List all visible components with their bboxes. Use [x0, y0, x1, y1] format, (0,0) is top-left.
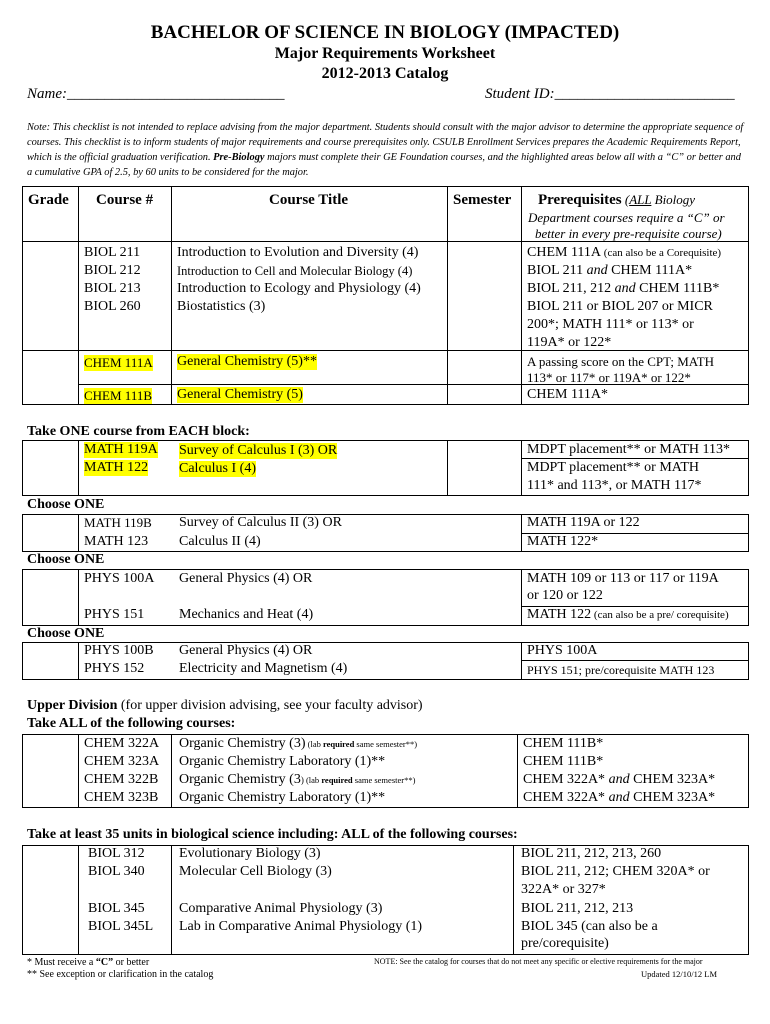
student-id-field[interactable]: Student ID:________________________ — [485, 86, 735, 102]
prerequisite-cont: pre/corequisite) — [521, 936, 609, 951]
course-title: Calculus II (4) — [179, 534, 261, 549]
course-title: Organic Chemistry Laboratory (1)** — [179, 790, 386, 805]
course-title: General Physics (4) OR — [179, 571, 313, 586]
course-number: CHEM 323A — [84, 754, 160, 769]
course-title: Organic Chemistry (3) (lab required same semester**) — [179, 772, 416, 787]
course-number: BIOL 211 — [84, 245, 141, 260]
prerequisite: MATH 119A or 122 — [527, 515, 640, 530]
course-number: BIOL 312 — [88, 846, 145, 861]
prerequisite-cont: 322A* or 327* — [521, 882, 606, 897]
course-number: BIOL 345 — [88, 901, 145, 916]
prerequisite-cont: or 120 or 122 — [527, 588, 603, 603]
prerequisite: BIOL 345 (can also be a — [521, 919, 658, 934]
course-number: PHYS 151 — [84, 607, 145, 622]
course-number: CHEM 111B — [84, 388, 153, 403]
section-heading: Choose ONE — [27, 497, 105, 512]
course-number: PHYS 152 — [84, 661, 145, 676]
col-semester: Semester — [453, 192, 512, 208]
course-number: CHEM 322B — [84, 772, 159, 787]
course-title: Comparative Animal Physiology (3) — [179, 901, 383, 916]
prerequisite-cont: 200*; MATH 111* or 113* or — [527, 317, 694, 332]
course-number: PHYS 100A — [84, 571, 155, 586]
prerequisite: CHEM 322A* and CHEM 323A* — [523, 790, 716, 805]
col-prereq-line3: better in every pre-requisite course) — [535, 226, 722, 241]
prerequisite: MATH 122* — [527, 534, 599, 549]
prerequisite: PHYS 100A — [527, 643, 598, 658]
course-title: General Chemistry (5) — [177, 387, 303, 402]
advising-note: Note: This checklist is not intended to replace advising from the major department. Students should consult with the major advisor to determine the appropriate sequence of courses. This checklist is to inform students of major requirements and course prerequisites only. CSULB Enrollment Services prepares the Academic Requirements Report, which is the official graduation verification. Pre-Biology majors must complete their GE Foundation courses, and the highlighted areas below all with a “C” or better and a cumulative GPA of 2.5, by 60 units to be considered for the major. — [27, 122, 744, 178]
updated-stamp: Updated 12/10/12 LM — [641, 969, 718, 979]
prerequisite: BIOL 211, 212 and CHEM 111B* — [527, 281, 720, 296]
course-title: Mechanics and Heat (4) — [179, 607, 314, 622]
prerequisite: BIOL 211, 212, 213, 260 — [521, 846, 662, 861]
course-title: Introduction to Cell and Molecular Biology (4) — [177, 264, 413, 278]
course-title: Electricity and Magnetism (4) — [179, 661, 348, 676]
course-number: MATH 119B — [84, 515, 152, 530]
prerequisite-cont: 113* or 117* or 119A* or 122* — [527, 370, 691, 385]
course-number: MATH 123 — [84, 534, 149, 549]
section-heading: Choose ONE — [27, 552, 105, 567]
prerequisite: BIOL 211, 212; CHEM 320A* or — [521, 864, 710, 879]
catalog-note: NOTE: See the catalog for courses that do not meet any specific or elective requirements for the major — [374, 957, 703, 966]
catalog-year: 2012-2013 Catalog — [321, 65, 449, 82]
col-grade: Grade — [28, 192, 69, 208]
prerequisite: MDPT placement** or MATH 113* — [527, 442, 730, 457]
prerequisite: MDPT placement** or MATH — [527, 460, 699, 475]
course-number: CHEM 322A — [84, 736, 160, 751]
prerequisite: MATH 109 or 113 or 117 or 119A — [527, 571, 719, 586]
course-number: CHEM 323B — [84, 790, 159, 805]
upper-division-heading: Upper Division (for upper division advising, see your faculty advisor) — [27, 698, 423, 713]
col-course: Course # — [96, 192, 154, 208]
course-title: Molecular Cell Biology (3) — [179, 864, 332, 879]
prerequisite: BIOL 211 and CHEM 111A* — [527, 263, 693, 278]
course-title: Survey of Calculus I (3) OR — [179, 443, 338, 458]
footnote-c-grade: * Must receive a “C” or better — [27, 957, 150, 968]
prerequisite: MATH 122 (can also be a pre/ corequisite) — [527, 607, 729, 622]
course-number: BIOL 213 — [84, 281, 141, 296]
page-subtitle: Major Requirements Worksheet — [274, 45, 496, 62]
course-number: BIOL 260 — [84, 299, 141, 314]
col-title: Course Title — [269, 192, 349, 208]
course-title: Calculus I (4) — [179, 461, 256, 476]
course-title: General Physics (4) OR — [179, 643, 313, 658]
course-title: Lab in Comparative Animal Physiology (1) — [179, 919, 423, 934]
prerequisite: PHYS 151; pre/corequisite MATH 123 — [527, 663, 715, 677]
col-prereq-line2: Department courses require a “C” or — [528, 210, 725, 225]
prerequisite: CHEM 111A (can also be a Corequisite) — [527, 245, 722, 260]
col-prereq: Prerequisites (ALL Biology — [538, 192, 696, 208]
course-number: BIOL 212 — [84, 263, 141, 278]
section-heading: Take ONE course from EACH block: — [27, 424, 250, 439]
course-title: Introduction to Evolution and Diversity (4) — [177, 245, 419, 260]
course-number: PHYS 100B — [84, 643, 154, 658]
course-number: CHEM 111A — [84, 355, 153, 370]
course-title: Survey of Calculus II (3) OR — [179, 515, 342, 530]
section-heading: Choose ONE — [27, 626, 105, 641]
course-number: BIOL 340 — [88, 864, 145, 879]
prerequisite: CHEM 111A* — [527, 387, 609, 402]
prerequisite: CHEM 111B* — [523, 754, 604, 769]
prerequisite-cont: 119A* or 122* — [527, 335, 612, 350]
course-number: BIOL 345L — [88, 919, 154, 934]
course-title: General Chemistry (5)** — [177, 354, 317, 369]
course-number: MATH 122 — [84, 460, 149, 475]
course-title: Evolutionary Biology (3) — [179, 846, 321, 861]
page-title: BACHELOR OF SCIENCE IN BIOLOGY (IMPACTED) — [150, 22, 620, 43]
prerequisite: BIOL 211, 212, 213 — [521, 901, 634, 916]
prerequisite: A passing score on the CPT; MATH — [527, 354, 715, 369]
section-heading: Take ALL of the following courses: — [27, 716, 236, 731]
course-title: Organic Chemistry Laboratory (1)** — [179, 754, 386, 769]
section-heading: Take at least 35 units in biological science including: ALL of the following courses: — [27, 827, 518, 842]
prerequisite: CHEM 322A* and CHEM 323A* — [523, 772, 716, 787]
prerequisite: CHEM 111B* — [523, 736, 604, 751]
footnote-exception: ** See exception or clarification in the catalog — [27, 969, 214, 980]
prerequisite-cont: 111* and 113*, or MATH 117* — [527, 478, 702, 493]
prerequisite: BIOL 211 or BIOL 207 or MICR — [527, 299, 713, 314]
course-title: Introduction to Ecology and Physiology (4) — [177, 281, 421, 296]
course-number: MATH 119A — [84, 442, 158, 457]
course-title: Organic Chemistry (3) (lab required same semester**) — [179, 736, 418, 751]
course-title: Biostatistics (3) — [177, 299, 266, 314]
name-field[interactable]: Name:_____________________________ — [27, 86, 285, 102]
